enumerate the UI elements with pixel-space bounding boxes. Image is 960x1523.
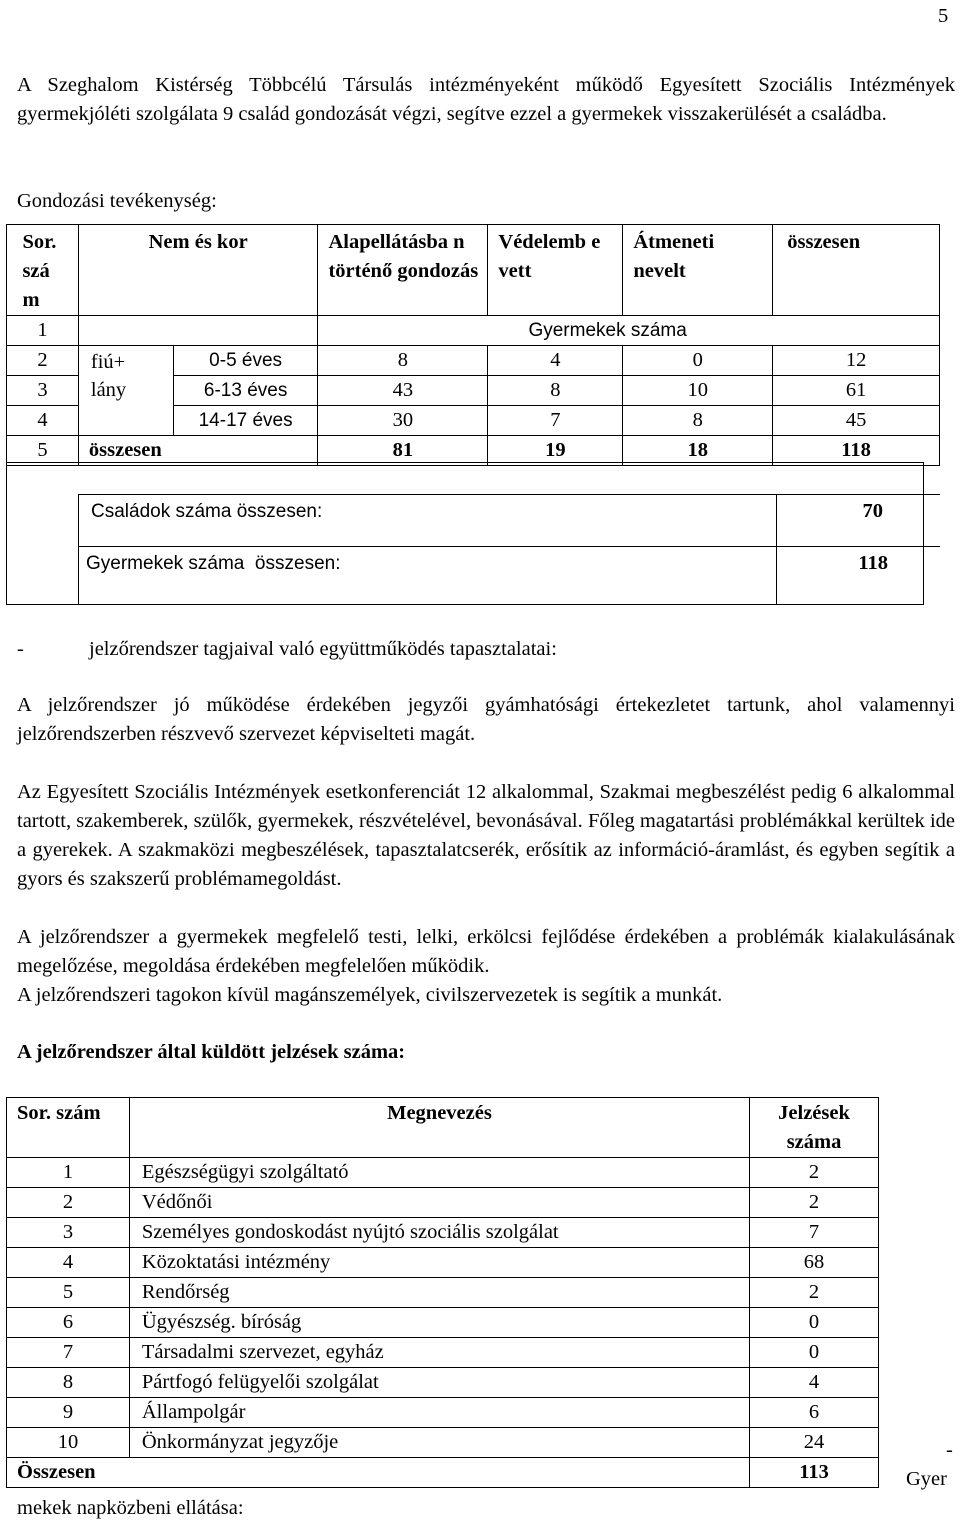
col-vedelem: Védelemb e vett — [488, 225, 623, 316]
cell-alap: 8 — [318, 346, 488, 376]
total-vedelem: 19 — [488, 436, 623, 466]
row-count: 2 — [750, 1278, 879, 1308]
row-count: 6 — [750, 1398, 879, 1428]
cell-alap: 43 — [318, 376, 488, 406]
care-table — [6, 224, 940, 466]
next-section-heading-end: mekek napközbeni ellátása: — [17, 1497, 244, 1519]
paragraph-2: Az Egyesített Szociális Intézmények esetkonferenciát 12 alkalommal, Szakmai megbeszélést pedig 6 alkalommal tartott, szakemberek, szülők, gyermekek, részvételével, bevonásával. Főleg magatartási problémákkal kerültek ide a gyerekek. A szakmaközi megbeszélések, tapasztalatcserék, erősítik az információ-áramlást, és egyben segítik a gyors és szakszerű problémamegoldást. — [17, 781, 955, 890]
signals-row — [7, 1338, 879, 1368]
care-header-row — [7, 225, 940, 316]
age-group: 6-13 éves — [173, 376, 318, 406]
col-sor-szam: Sor. szá m — [7, 225, 79, 316]
row-name: Személyes gondoskodást nyújtó szociális szolgálat — [129, 1218, 749, 1248]
row-count: 4 — [750, 1368, 879, 1398]
row-count: 7 — [750, 1218, 879, 1248]
paragraph-1: A jelzőrendszer jó működése érdekében jegyzői gyámhatósági értekezletet tartunk, ahol valamennyi jelzőrendszerben részvevő szervezet képviselteti magát. — [17, 694, 955, 745]
row-name: Egészségügyi szolgáltató — [129, 1158, 749, 1188]
col-jelzesek: Jelzések száma — [750, 1098, 879, 1158]
group-label: fiú+ lány — [78, 346, 173, 436]
row-count: 2 — [750, 1188, 879, 1218]
row-name: Önkormányzat jegyzője — [129, 1428, 749, 1458]
row-number: 9 — [7, 1398, 130, 1428]
row-count: 24 — [750, 1428, 879, 1458]
cooperation-heading: jelzőrendszer tagjaival való együttműködés tapasztalatai: — [89, 638, 557, 660]
signals-row — [7, 1278, 879, 1308]
row-count: 2 — [750, 1158, 879, 1188]
row-name: Rendőrség — [129, 1278, 749, 1308]
row-number: 10 — [7, 1428, 130, 1458]
col-osszesen: összesen — [773, 225, 940, 316]
age-group: 14-17 éves — [173, 406, 318, 436]
total-atmeneti: 18 — [623, 436, 773, 466]
row-number: 5 — [7, 1278, 130, 1308]
total-label: összesen — [78, 436, 318, 466]
signals-row — [7, 1158, 879, 1188]
col-sor-szam: Sor. szám — [7, 1098, 130, 1158]
col-nem-kor: Nem és kor — [78, 225, 318, 316]
signals-table — [6, 1097, 879, 1488]
cell-osszesen: 61 — [773, 376, 940, 406]
row-number: 1 — [7, 316, 79, 346]
page-number: 5 — [938, 5, 949, 27]
row-number: 4 — [7, 406, 79, 436]
intro-paragraph: A Szeghalom Kistérség Többcélú Társulás intézményeként működő Egyesített Szociális Intézmények gyermekjóléti szolgálata 9 család gondozását végzi, segítve ezzel a gyermekek visszakerülését a családba. — [17, 74, 955, 125]
signals-row — [7, 1428, 879, 1458]
children-label: Gyermekek száma összesen: — [86, 553, 341, 574]
row-name: Ügyészség. bíróság — [129, 1308, 749, 1338]
row-count: 68 — [750, 1248, 879, 1278]
row-count: 0 — [750, 1308, 879, 1338]
signals-header-row — [7, 1098, 879, 1158]
row-name: Pártfogó felügyelői szolgálat — [129, 1368, 749, 1398]
row-number: 2 — [7, 1188, 130, 1218]
care-row — [7, 346, 940, 376]
cell-vedelem: 8 — [488, 376, 623, 406]
row-name: Védőnői — [129, 1188, 749, 1218]
children-count-label: Gyermekek száma — [318, 316, 940, 346]
row-number: 1 — [7, 1158, 130, 1188]
row-number: 3 — [7, 376, 79, 406]
families-value: 70 — [862, 500, 883, 522]
cell-vedelem: 7 — [488, 406, 623, 436]
cell-osszesen: 12 — [773, 346, 940, 376]
signals-row — [7, 1308, 879, 1338]
care-total-row — [7, 436, 940, 466]
col-atmeneti: Átmeneti nevelt — [623, 225, 773, 316]
next-section-dash: - — [946, 1439, 953, 1461]
paragraph-4: A jelzőrendszeri tagokon kívül magánszemélyek, civilszervezetek is segítik a munkát. — [17, 984, 723, 1006]
cell-alap: 30 — [318, 406, 488, 436]
next-section-heading-start: Gyer — [906, 1468, 947, 1490]
signals-row — [7, 1398, 879, 1428]
cell-atmeneti: 0 — [623, 346, 773, 376]
signals-row — [7, 1248, 879, 1278]
paragraph-3: A jelzőrendszer a gyermekek megfelelő testi, lelki, erkölcsi fejlődése érdekében a problémák kialakulásának megelőzése, megoldása érdekében megfelelően működik. — [17, 926, 955, 977]
cell-osszesen: 45 — [773, 406, 940, 436]
bullet-dash: - — [17, 638, 24, 660]
families-label: Családok száma összesen: — [91, 501, 323, 522]
care-heading: Gondozási tevékenység: — [17, 190, 217, 212]
row-number: 2 — [7, 346, 79, 376]
cell-atmeneti: 8 — [623, 406, 773, 436]
col-alapellatas: Alapellátásba n történő gondozás — [318, 225, 488, 316]
total-alap: 81 — [318, 436, 488, 466]
row-number: 4 — [7, 1248, 130, 1278]
row-number: 6 — [7, 1308, 130, 1338]
row-number: 5 — [7, 436, 79, 466]
row-name: Közoktatási intézmény — [129, 1248, 749, 1278]
age-group: 0-5 éves — [173, 346, 318, 376]
total-value: 113 — [750, 1458, 879, 1488]
row-name: Állampolgár — [129, 1398, 749, 1428]
cell-atmeneti: 10 — [623, 376, 773, 406]
row-name: Társadalmi szervezet, egyház — [129, 1338, 749, 1368]
care-row-1 — [7, 316, 940, 346]
row-number: 8 — [7, 1368, 130, 1398]
total-osszesen: 118 — [773, 436, 940, 466]
row-number: 3 — [7, 1218, 130, 1248]
signals-row — [7, 1218, 879, 1248]
total-label: Összesen — [7, 1458, 750, 1488]
col-megnevezes: Megnevezés — [129, 1098, 749, 1158]
row-count: 0 — [750, 1338, 879, 1368]
row-number: 7 — [7, 1338, 130, 1368]
cell-vedelem: 4 — [488, 346, 623, 376]
children-value: 118 — [858, 552, 888, 574]
signals-total-row — [7, 1458, 879, 1488]
signals-row — [7, 1368, 879, 1398]
signals-heading: A jelzőrendszer által küldött jelzések száma: — [17, 1041, 406, 1063]
signals-row — [7, 1188, 879, 1218]
